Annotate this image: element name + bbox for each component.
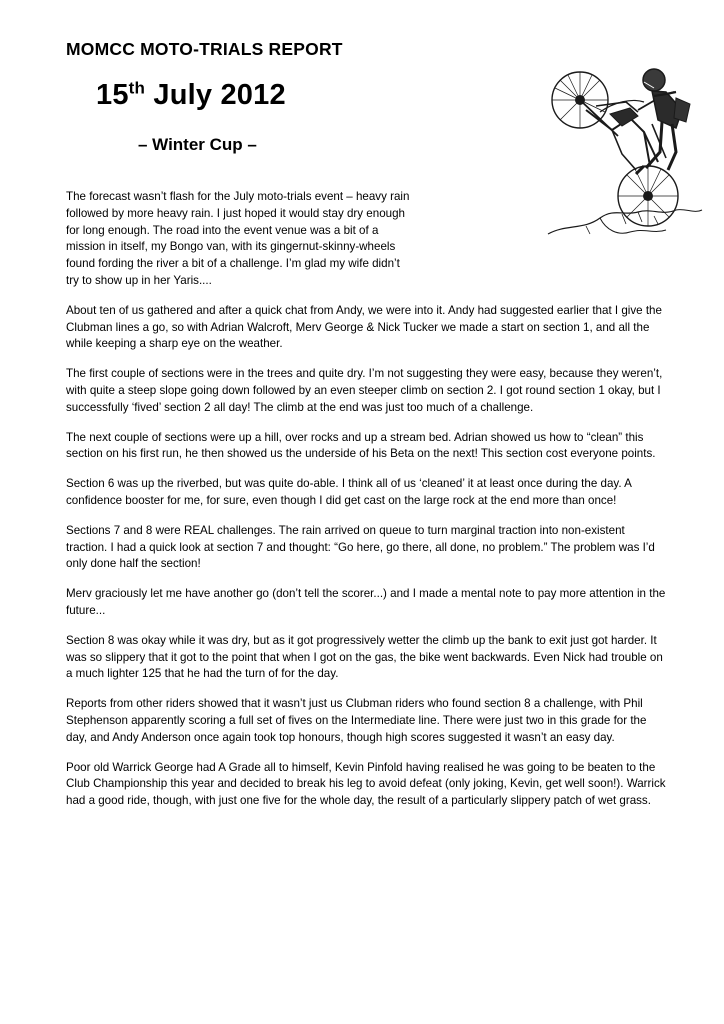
paragraph: The forecast wasn’t flash for the July moto-trials event – heavy rain followed by more heavy rain. I just hoped it would stay dry enough for long enough. The road into the event venue was a bit of a mission in itself, my Bongo van, with its gingernut-skinny-wheels found fording the river a bit of a challenge. I’m glad my wife didn’t try to show up in her Yaris.... — [66, 189, 410, 287]
paragraph: Poor old Warrick George had A Grade all to himself, Kevin Pinfold having realised he was going to be beaten to the Club Championship this year and decided to break his leg to avoid defeat (only joking, Kevin, get well soon!). Warrick had a good ride, though, with just one five for the whole day, the result of a particularly slippery patch of wet grass. — [66, 760, 666, 808]
document-date — [96, 79, 666, 112]
paragraph: The next couple of sections were up a hill, over rocks and up a stream bed. Adrian showed us how to “clean” this section on his first run, he then showed us the underside of his Beta on the next! This section cost everyone points. — [66, 430, 656, 461]
paragraph: The first couple of sections were in the trees and quite dry. I’m not suggesting they were easy, because they weren’t, with quite a steep slope going down followed by an even steeper climb on section 2. I got round section 1 okay, but I successfully ‘fived’ section 2 all day! The climb at the end was just too much of a challenge. — [66, 367, 663, 414]
paragraph: Sections 7 and 8 were REAL challenges. The rain arrived on queue to turn marginal traction into non-existent traction. I had a quick look at section 7 and thought: “Go here, go there, all done, no problem.” The problem was I’d only done half the section! — [66, 523, 655, 571]
document-content — [66, 40, 666, 823]
date-ordinal-suffix: th — [128, 78, 146, 98]
article-body — [66, 189, 666, 810]
paragraph: Section 8 was okay while it was dry, but as it got progressively wetter the climb up the bank to exit just got harder. It was so slippery that it got to the point that when I got on the gas, the bike went backwards. Even Nick had trouble on a much lighter 125 that he had the turn of for the day. — [66, 633, 663, 681]
paragraph: Section 6 was up the riverbed, but was quite do-able. I think all of us ‘cleaned’ it at least once during the day. A confidence booster for me, for sure, even though I did get cast on the large rock at the end more than once! — [66, 477, 632, 507]
document-subtitle: – Winter Cup – — [138, 134, 257, 154]
paragraph: Merv graciously let me have another go (don’t tell the scorer...) and I made a mental note to pay more attention in the future... — [66, 587, 666, 617]
page-title: MOMCC MOTO-TRIALS REPORT — [66, 39, 343, 59]
paragraph: Reports from other riders showed that it wasn’t just us Clubman riders who found section 8 a challenge, with Phil Stephenson apparently scoring a full set of fives on the Intermediate line. There were just two in this grade for the day, and Andy Anderson once again took top honours, though high scores suggested it wasn’t an easy day. — [66, 697, 647, 744]
paragraph: About ten of us gathered and after a quick chat from Andy, we were into it. Andy had suggested earlier that I give the Clubman lines a go, so with Adrian Walcroft, Merv George & Nick Tucker we made a start on section 1, and all the while keeping a sharp eye on the weather. — [66, 303, 662, 351]
date-day: 15 — [96, 79, 129, 112]
date-month-year: July 2012 — [145, 79, 286, 112]
